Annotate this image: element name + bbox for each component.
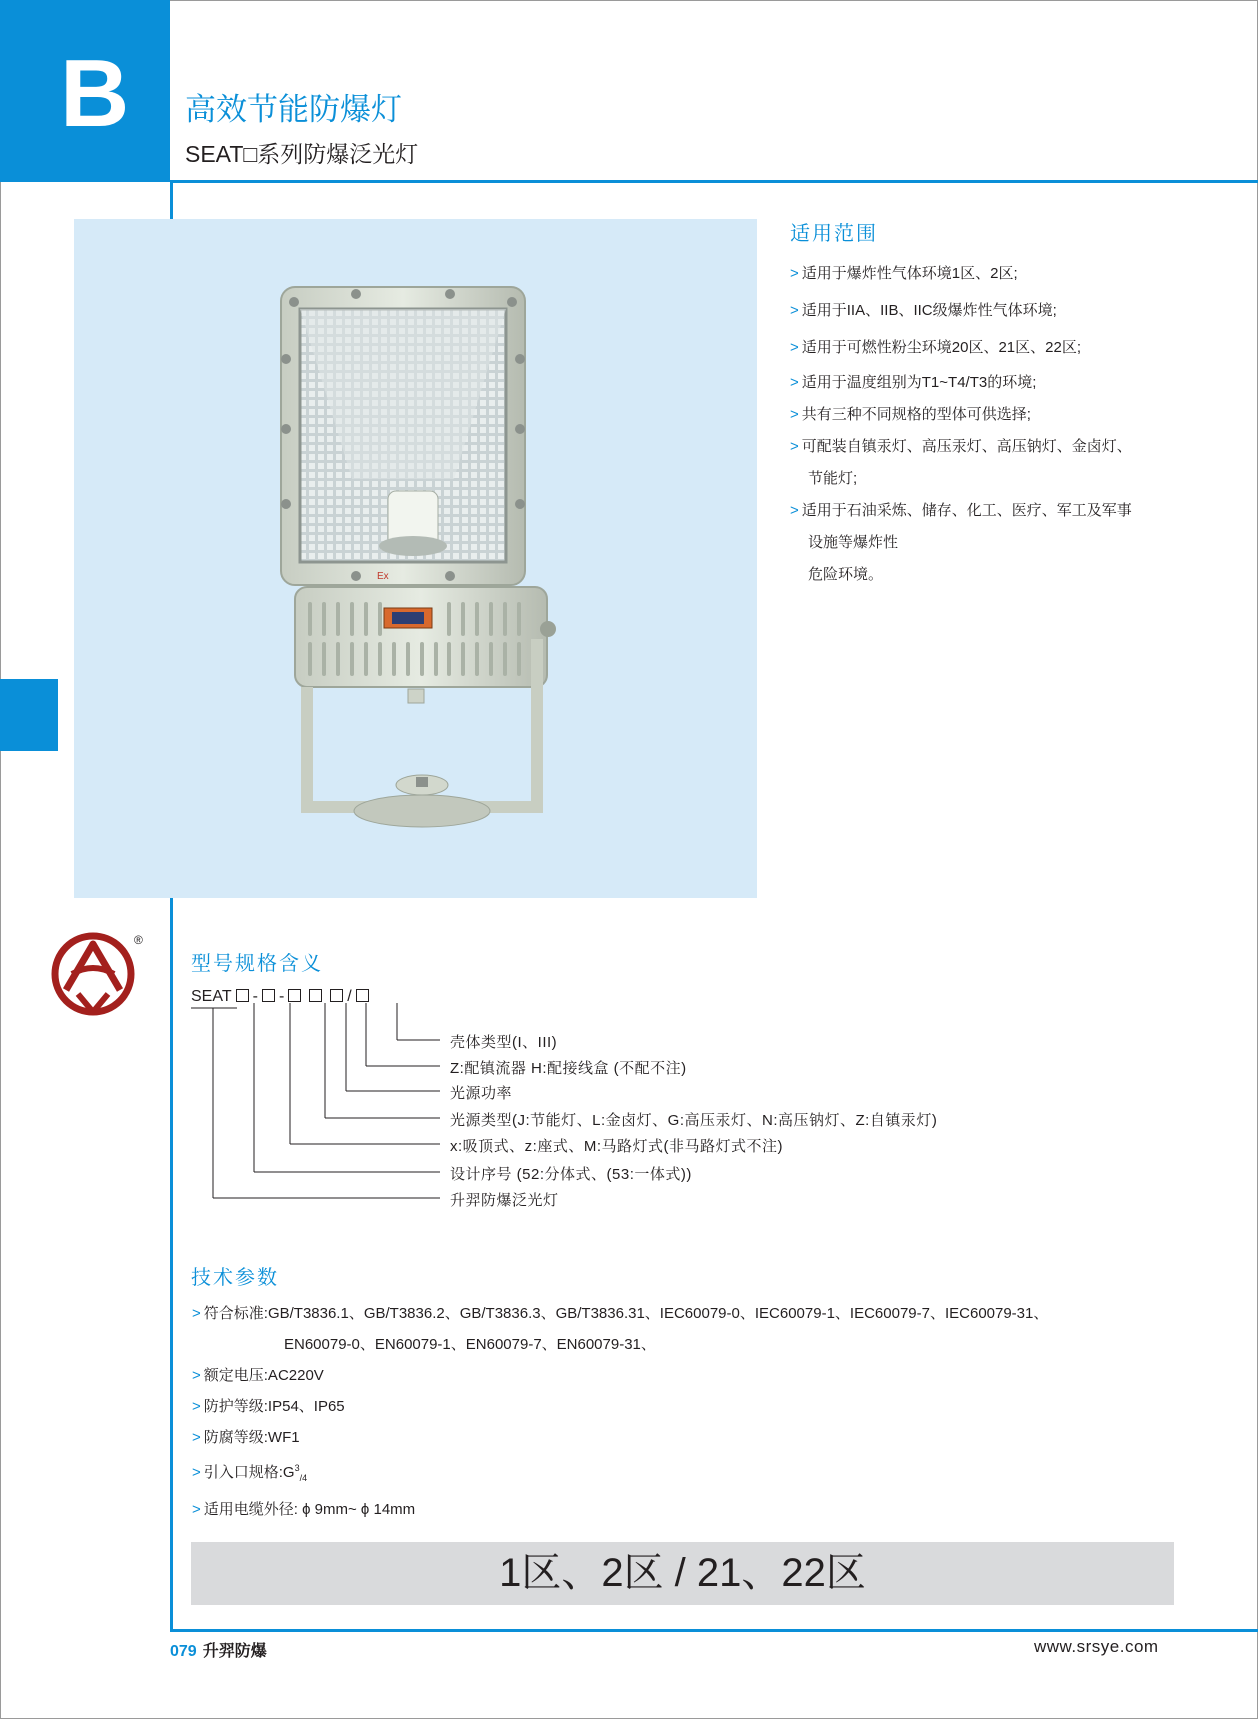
- scope-item: > 适用于爆炸性气体环境1区、2区;: [790, 265, 1018, 282]
- tech-heading: 技术参数: [191, 1267, 279, 1289]
- model-desc-design-no: 设计序号 (52:分体式、(53:一体式)): [450, 1166, 692, 1183]
- tech-item-corrosion: > 防腐等级:WF1: [192, 1429, 300, 1446]
- page-subtitle: SEAT□系列防爆泛光灯: [185, 141, 419, 167]
- footer-website: www.srsye.com: [1034, 1637, 1159, 1656]
- arrow-icon: >: [192, 1398, 201, 1415]
- arrow-icon: >: [790, 339, 799, 356]
- footer-brand: 079 升羿防爆: [170, 1643, 267, 1660]
- ex-mark: Ex: [377, 571, 389, 582]
- model-code: SEAT - - /: [191, 988, 373, 1006]
- tech-item-entry: > 引入口规格$:G^3_{/4}$: [192, 1463, 308, 1483]
- page-number: 079: [170, 1643, 197, 1660]
- model-desc-product: 升羿防爆泛光灯: [450, 1192, 559, 1209]
- arrow-icon: >: [790, 502, 799, 519]
- arrow-icon: >: [790, 438, 799, 455]
- tech-item-voltage: > 额定电压:AC220V: [192, 1367, 324, 1384]
- tech-list: [192, 1298, 1192, 1525]
- arrow-icon: >: [790, 374, 799, 391]
- scope-item: > 可配装自镇汞灯、高压汞灯、高压钠灯、金卤灯、 节能灯;: [790, 438, 1132, 487]
- arrow-icon: >: [192, 1464, 201, 1481]
- arrow-icon: >: [790, 302, 799, 319]
- arrow-icon: >: [192, 1429, 201, 1446]
- scope-item: > 共有三种不同规格的型体可供选择;: [790, 406, 1031, 423]
- registered-mark: ®: [134, 933, 143, 947]
- arrow-icon: >: [192, 1305, 201, 1322]
- model-desc-shell: 壳体类型(I、III): [450, 1034, 558, 1051]
- tech-item-cable: > 适用电缆外径: ϕ 9mm~ ϕ 14mm: [192, 1501, 416, 1518]
- tech-item-ip: > 防护等级:IP54、IP65: [192, 1398, 345, 1415]
- model-desc-power: 光源功率: [450, 1085, 513, 1102]
- scope-item: > 适用于温度组别为T1~T4/T3的环境;: [790, 374, 1037, 391]
- arrow-icon: >: [192, 1367, 201, 1384]
- model-desc-mounting: x:吸顶式、z:座式、M:马路灯式(非马路灯式不注): [450, 1138, 783, 1155]
- model-heading: 型号规格含义: [191, 953, 323, 975]
- arrow-icon: >: [790, 406, 799, 423]
- zone-banner: 1区、2区 / 21、22区: [191, 1542, 1174, 1605]
- scope-item: > 适用于可燃性粉尘环境20区、21区、22区;: [790, 339, 1081, 356]
- arrow-icon: >: [192, 1501, 201, 1518]
- model-desc-ballast: Z:配镇流器 H:配接线盒 (不配不注): [450, 1060, 687, 1077]
- scope-item: > 适用于石油采炼、储存、化工、医疗、军工及军事 设施等爆炸性 危险环境。: [790, 502, 1132, 583]
- tech-item-standards: > 符合标准:GB/T3836.1、GB/T3836.2、GB/T3836.3、GB/T3836.31、IEC60079-0、IEC60079-1、IEC60079-7、IEC60079-31、 EN60079-0、EN60079-1、EN60079-7、EN60079-31、: [192, 1305, 1049, 1353]
- page-title: 高效节能防爆灯: [185, 92, 402, 127]
- arrow-icon: >: [790, 265, 799, 282]
- model-desc-lamp-type: 光源类型(J:节能灯、L:金卤灯、G:高压汞灯、N:高压钠灯、Z:自镇汞灯): [450, 1112, 938, 1129]
- section-letter: B: [60, 40, 130, 147]
- scope-item: > 适用于IIA、IIB、IIC级爆炸性气体环境;: [790, 302, 1057, 319]
- scope-heading: 适用范围: [790, 223, 878, 245]
